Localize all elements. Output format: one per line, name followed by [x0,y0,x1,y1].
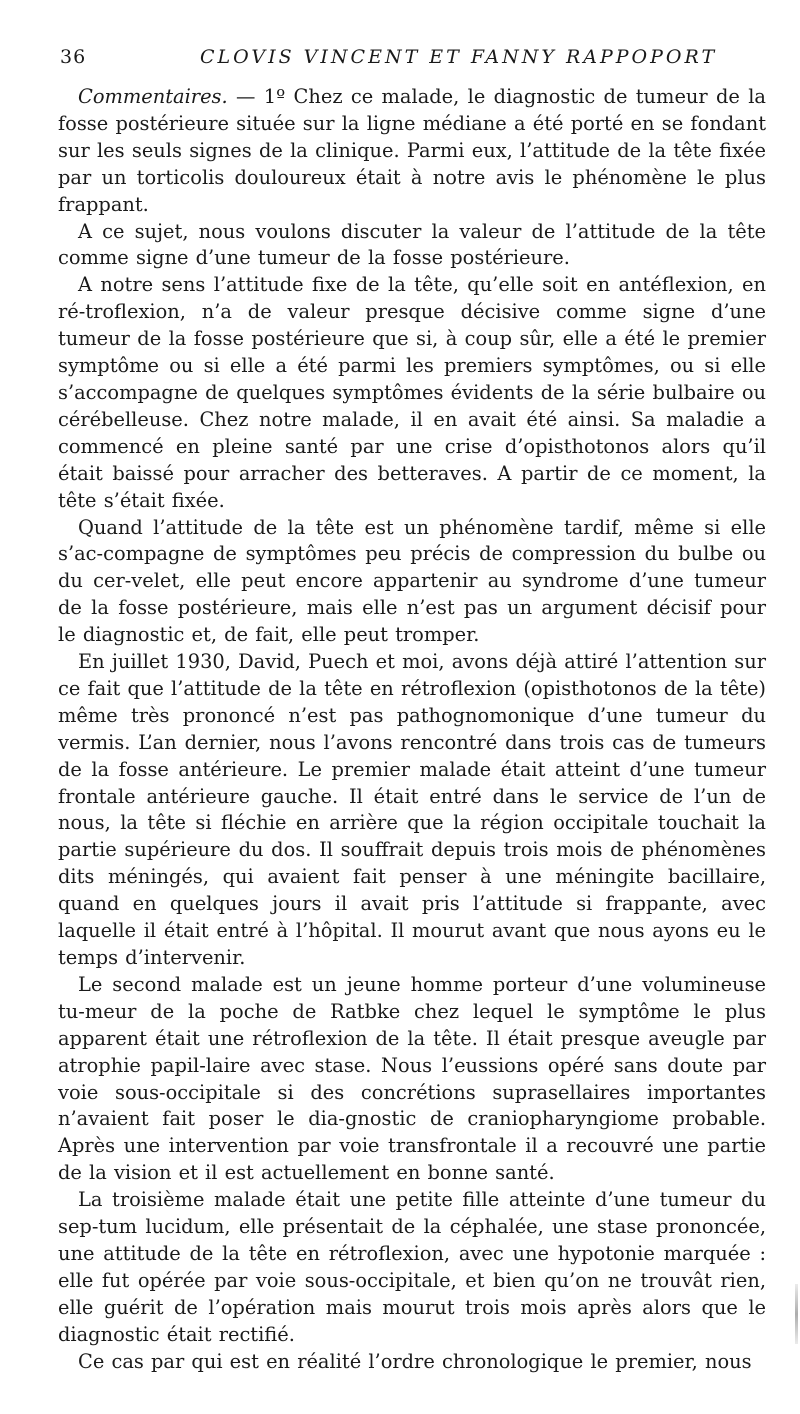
paragraph-6: Le second malade est un jeune homme porteur d’une volumineuse tu-meur de la poche de Ratbke chez lequel le symptôme le plus apparent était une rétroflexion de la tête. Il était presque aveugle par atrophie papil-laire avec stase. Nous l’eussions opéré sans doute par voie sous-occipitale si des concrétions suprasellaires importantes n’avaient fait poser le dia-gnostic de craniopharyngiome probable. Après une intervention par voie transfrontale il a recouvré une partie de la vision et il est actuellement en bonne santé. [58,972,766,1185]
paragraph-8: Ce cas par qui est en réalité l’ordre chronologique le premier, nous [78,1349,752,1373]
paragraph-2: A ce sujet, nous voulons discuter la valeur de l’attitude de la tête comme signe d’une tumeur de la fosse postérieure. [58,219,766,270]
body-text [58,84,766,1376]
paragraph-4: Quand l’attitude de la tête est un phénomène tardif, même si elle s’ac-compagne de symptômes peu précis de compression du bulbe ou du cer-velet, elle peut encore appartenir au syndrome d’une tumeur de la fosse postérieure, mais elle n’est pas un argument décisif pour le diagnostic et, de fait, elle peut tromper. [58,515,766,647]
running-header [60,46,750,76]
paragraph-1-text: — 1º Chez ce malade, le diagnostic de tumeur de la fosse postérieure située sur la ligne médiane a été porté en se fondant sur les seuls signes de la clinique. Parmi eux, l’attitude de la tête fixée par un torticolis douloureux était à notre avis le phénomène le plus frappant. [58,85,766,216]
paragraph-3: A notre sens l’attitude fixe de la tête, qu’elle soit en antéflexion, en ré-troflexion, n’a de valeur presque décisive comme signe d’une tumeur de la fosse postérieure que si, à coup sûr, elle a été le premier symptôme ou si elle a été parmi les premiers symptômes, ou si elle s’accompagne de quelques symptômes évidents de la série bulbaire ou cérébelleuse. Chez notre malade, il en avait été ainsi. Sa maladie a commencé en pleine santé par une crise d’opisthotonos alors qu’il était baissé pour arracher des betteraves. A partir de ce moment, la tête s’était fixée. [58,273,766,512]
scan-edge-mark [795,1284,798,1344]
running-title: CLOVIS VINCENT ET FANNY RAPPOPORT [200,46,718,68]
paragraph-5: En juillet 1930, David, Puech et moi, avons déjà attiré l’attention sur ce fait que l’attitude de la tête en rétroflexion (opisthotonos de la tête) même très prononcé n’est pas pathognomonique d’une tumeur du vermis. L’an dernier, nous l’avons rencontré dans trois cas de tumeurs de la fosse antérieure. Le premier malade était atteint d’une tumeur frontale antérieure gauche. Il était entré dans le service de l’un de nous, la tête si fléchie en arrière que la région occipitale touchait la partie supérieure du dos. Il souffrait depuis trois mois de phénomènes dits méningés, qui avaient fait penser à une méningite bacillaire, quand en quelques jours il avait pris l’attitude si frappante, avec laquelle il était entré à l’hôpital. Il mourut avant que nous ayons eu le temps d’intervenir. [58,650,766,969]
paragraph-1 [58,84,766,219]
paragraph-7: La troisième malade était une petite fille atteinte d’une tumeur du sep-tum lucidum, elle présentait de la céphalée, une stase prononcée, une attitude de la tête en rétroflexion, avec une hypotonie marquée : elle fut opérée par voie sous-occipitale, et bien qu’on ne trouvât rien, elle guérit de l’opération mais mourut trois mois après alors que le diagnostic était rectifié. [58,1188,766,1346]
page-number: 36 [60,46,87,68]
commentaires-label: Commentaires. [78,85,228,108]
